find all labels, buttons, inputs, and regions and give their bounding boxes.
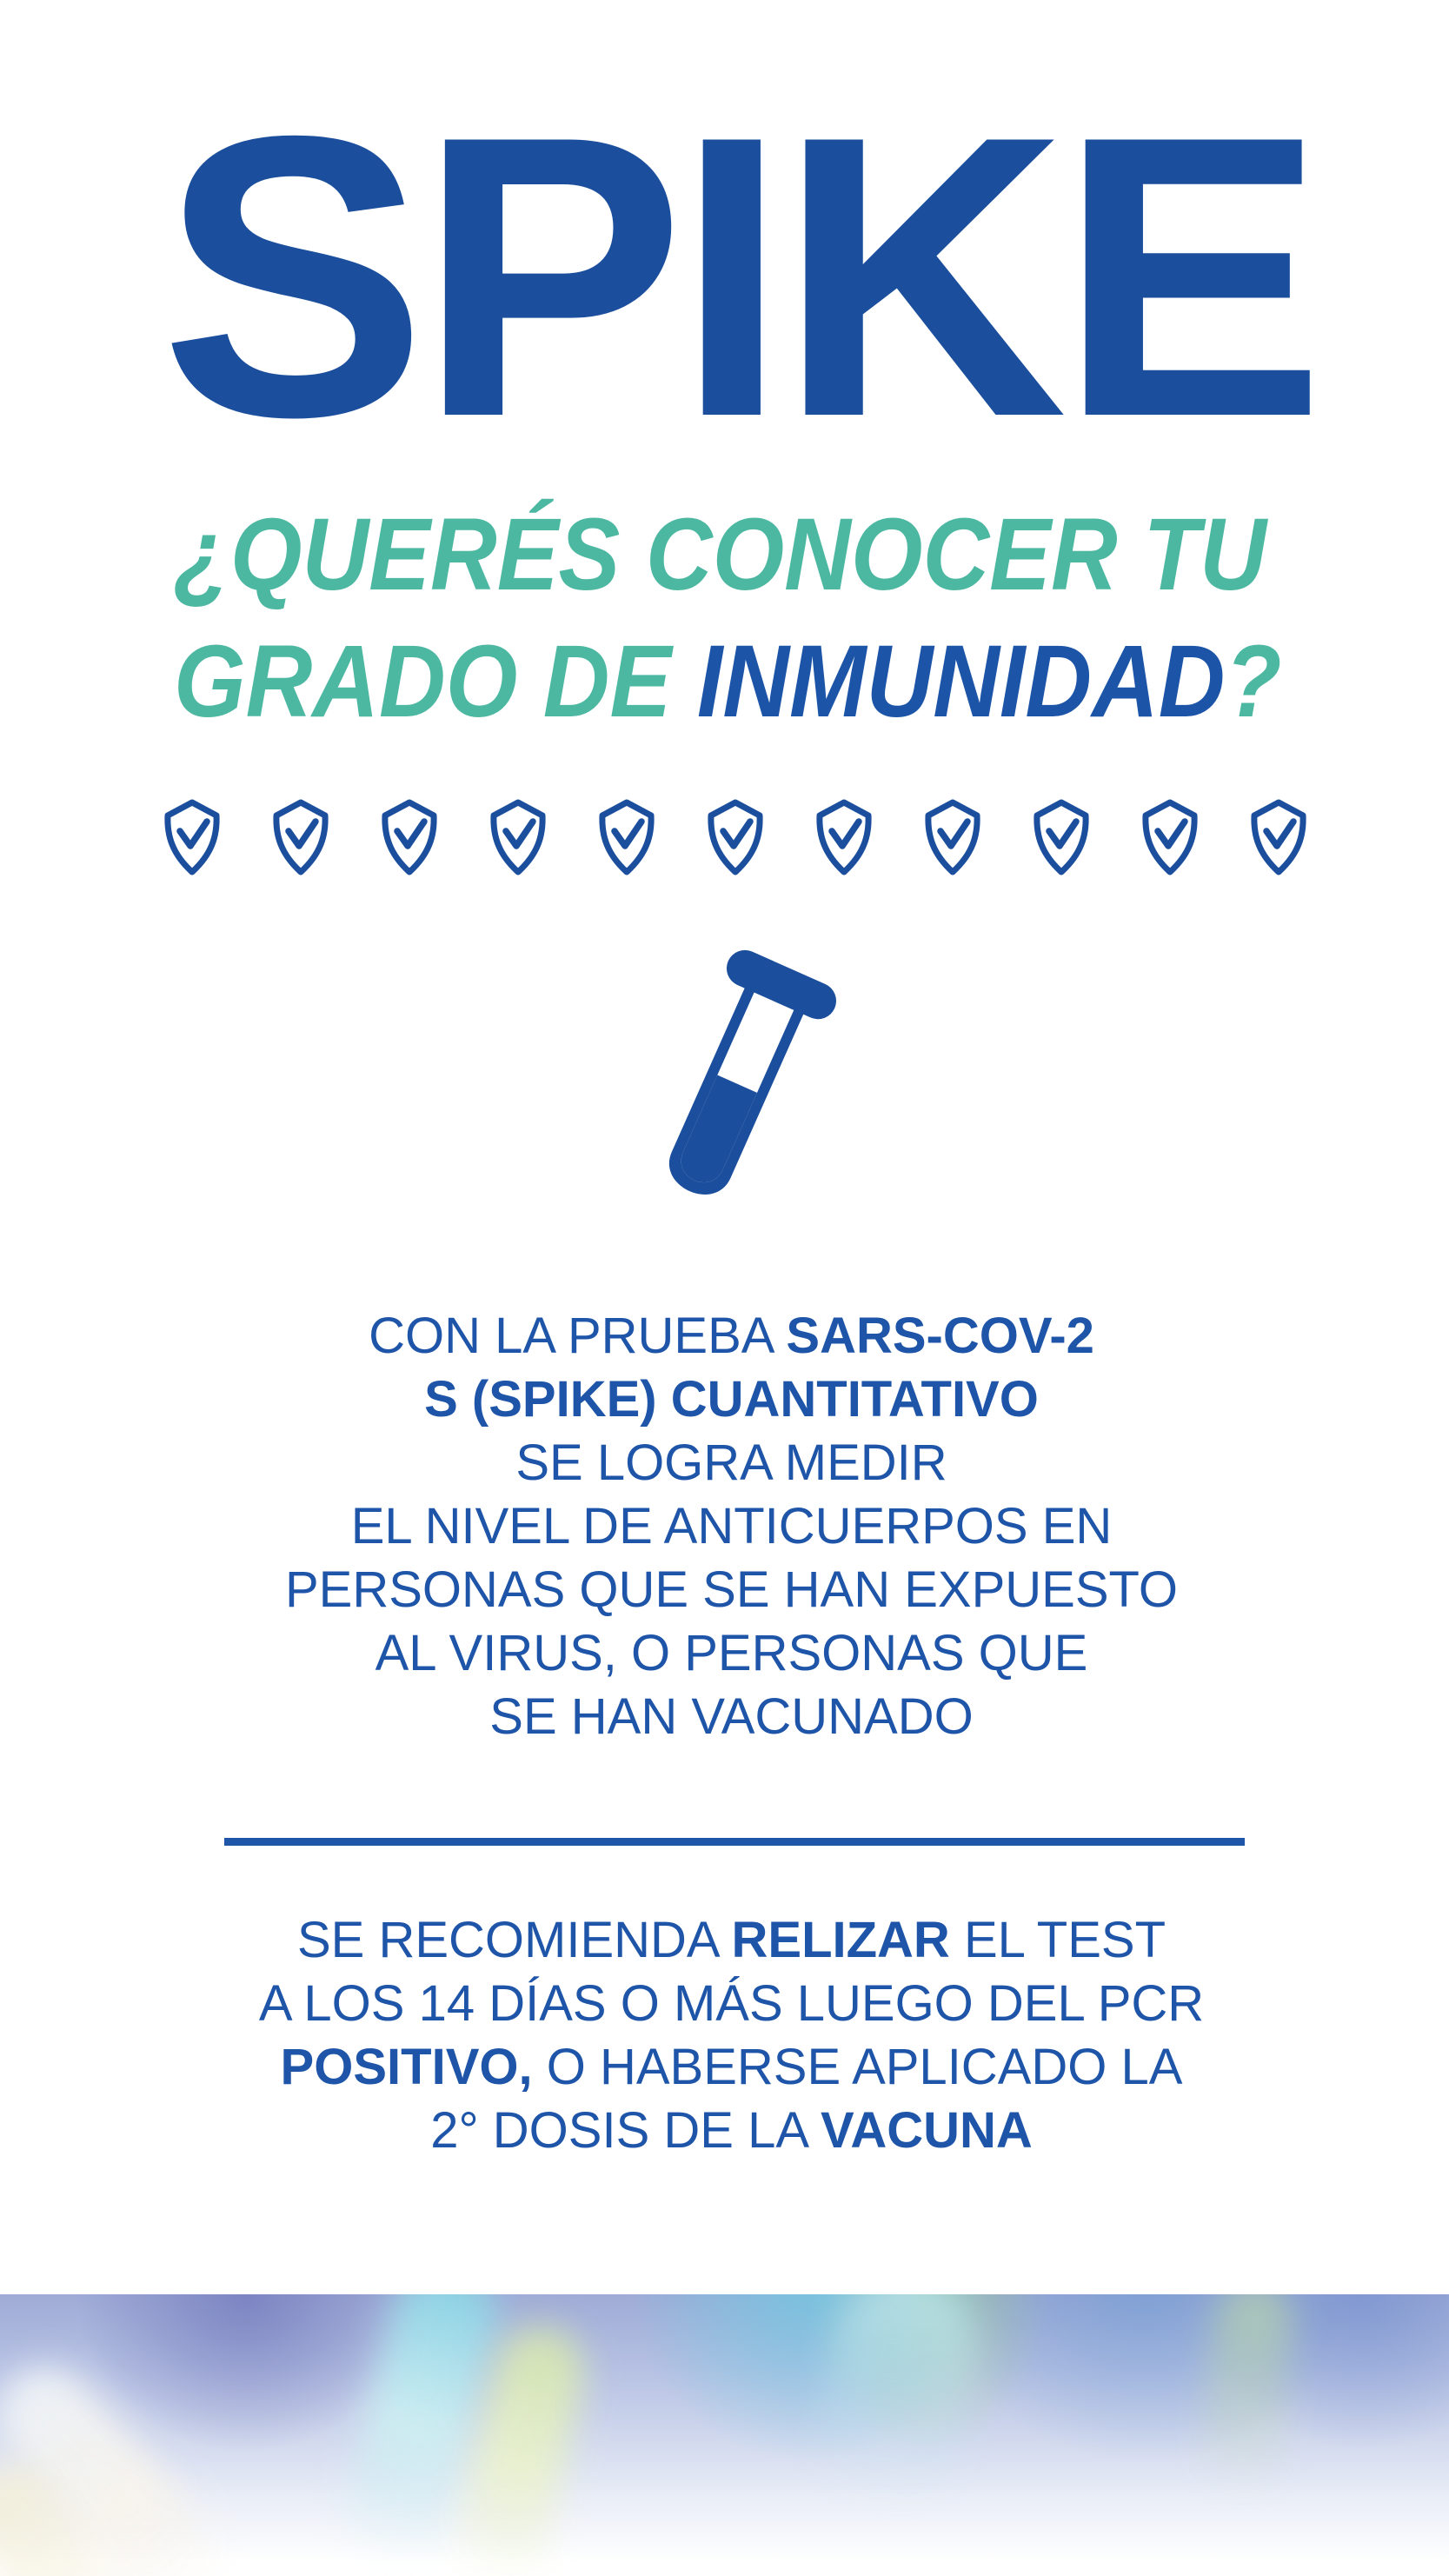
subtitle-line-2: [174, 618, 1281, 745]
shield-check-icon: [811, 798, 877, 876]
shield-check-icon: [376, 798, 442, 876]
blurred-test-tube: [807, 2294, 988, 2513]
lab-photo: [0, 2294, 1449, 2576]
shield-check-icon: [1246, 798, 1312, 876]
text-line: S (SPIKE) CUANTITATIVO: [424, 1371, 1039, 1428]
blurred-test-tube: [1197, 2294, 1297, 2498]
page-title: SPIKE: [160, 54, 1317, 500]
shield-check-icon: [485, 798, 551, 876]
text-line: SE LOGRA MEDIR: [515, 1434, 947, 1491]
shield-check-icon: [1137, 798, 1203, 876]
shield-check-icon: [159, 798, 225, 876]
shield-check-icon: [702, 798, 768, 876]
text-line: POSITIVO, O HABERSE APLICADO LA: [280, 2039, 1183, 2095]
text-line: AL VIRUS, O PERSONAS QUE: [375, 1625, 1088, 1681]
subtitle-question-mark: ?: [1225, 624, 1282, 739]
text-line: SE RECOMIENDA RELIZAR EL TEST: [296, 1912, 1167, 1968]
shield-row: [10, 798, 1449, 876]
recommendation-paragraph: [14, 1908, 1449, 2162]
description-paragraph: [14, 1304, 1449, 1748]
text-line: A LOS 14 DÍAS O MÁS LUEGO DEL PCR: [258, 1975, 1205, 2032]
subtitle: [174, 491, 1281, 745]
divider-line: [224, 1838, 1245, 1846]
text-line: 2° DOSIS DE LA VACUNA: [430, 2102, 1033, 2159]
text-line: SE HAN VACUNADO: [489, 1688, 974, 1745]
shield-check-icon: [920, 798, 986, 876]
shield-check-icon: [268, 798, 334, 876]
subtitle-highlight: INMUNIDAD: [696, 624, 1226, 739]
shield-check-icon: [1028, 798, 1094, 876]
subtitle-line-2-prefix: GRADO DE: [174, 624, 697, 739]
text-line: PERSONAS QUE SE HAN EXPUESTO: [284, 1561, 1179, 1618]
test-tube-icon: [610, 938, 849, 1261]
subtitle-line-1: ¿QUERÉS CONOCER TU: [174, 497, 1266, 612]
text-line: CON LA PRUEBA SARS-COV-2: [369, 1308, 1094, 1364]
text-line: EL NIVEL DE ANTICUERPOS EN: [350, 1498, 1113, 1554]
shield-check-icon: [594, 798, 660, 876]
